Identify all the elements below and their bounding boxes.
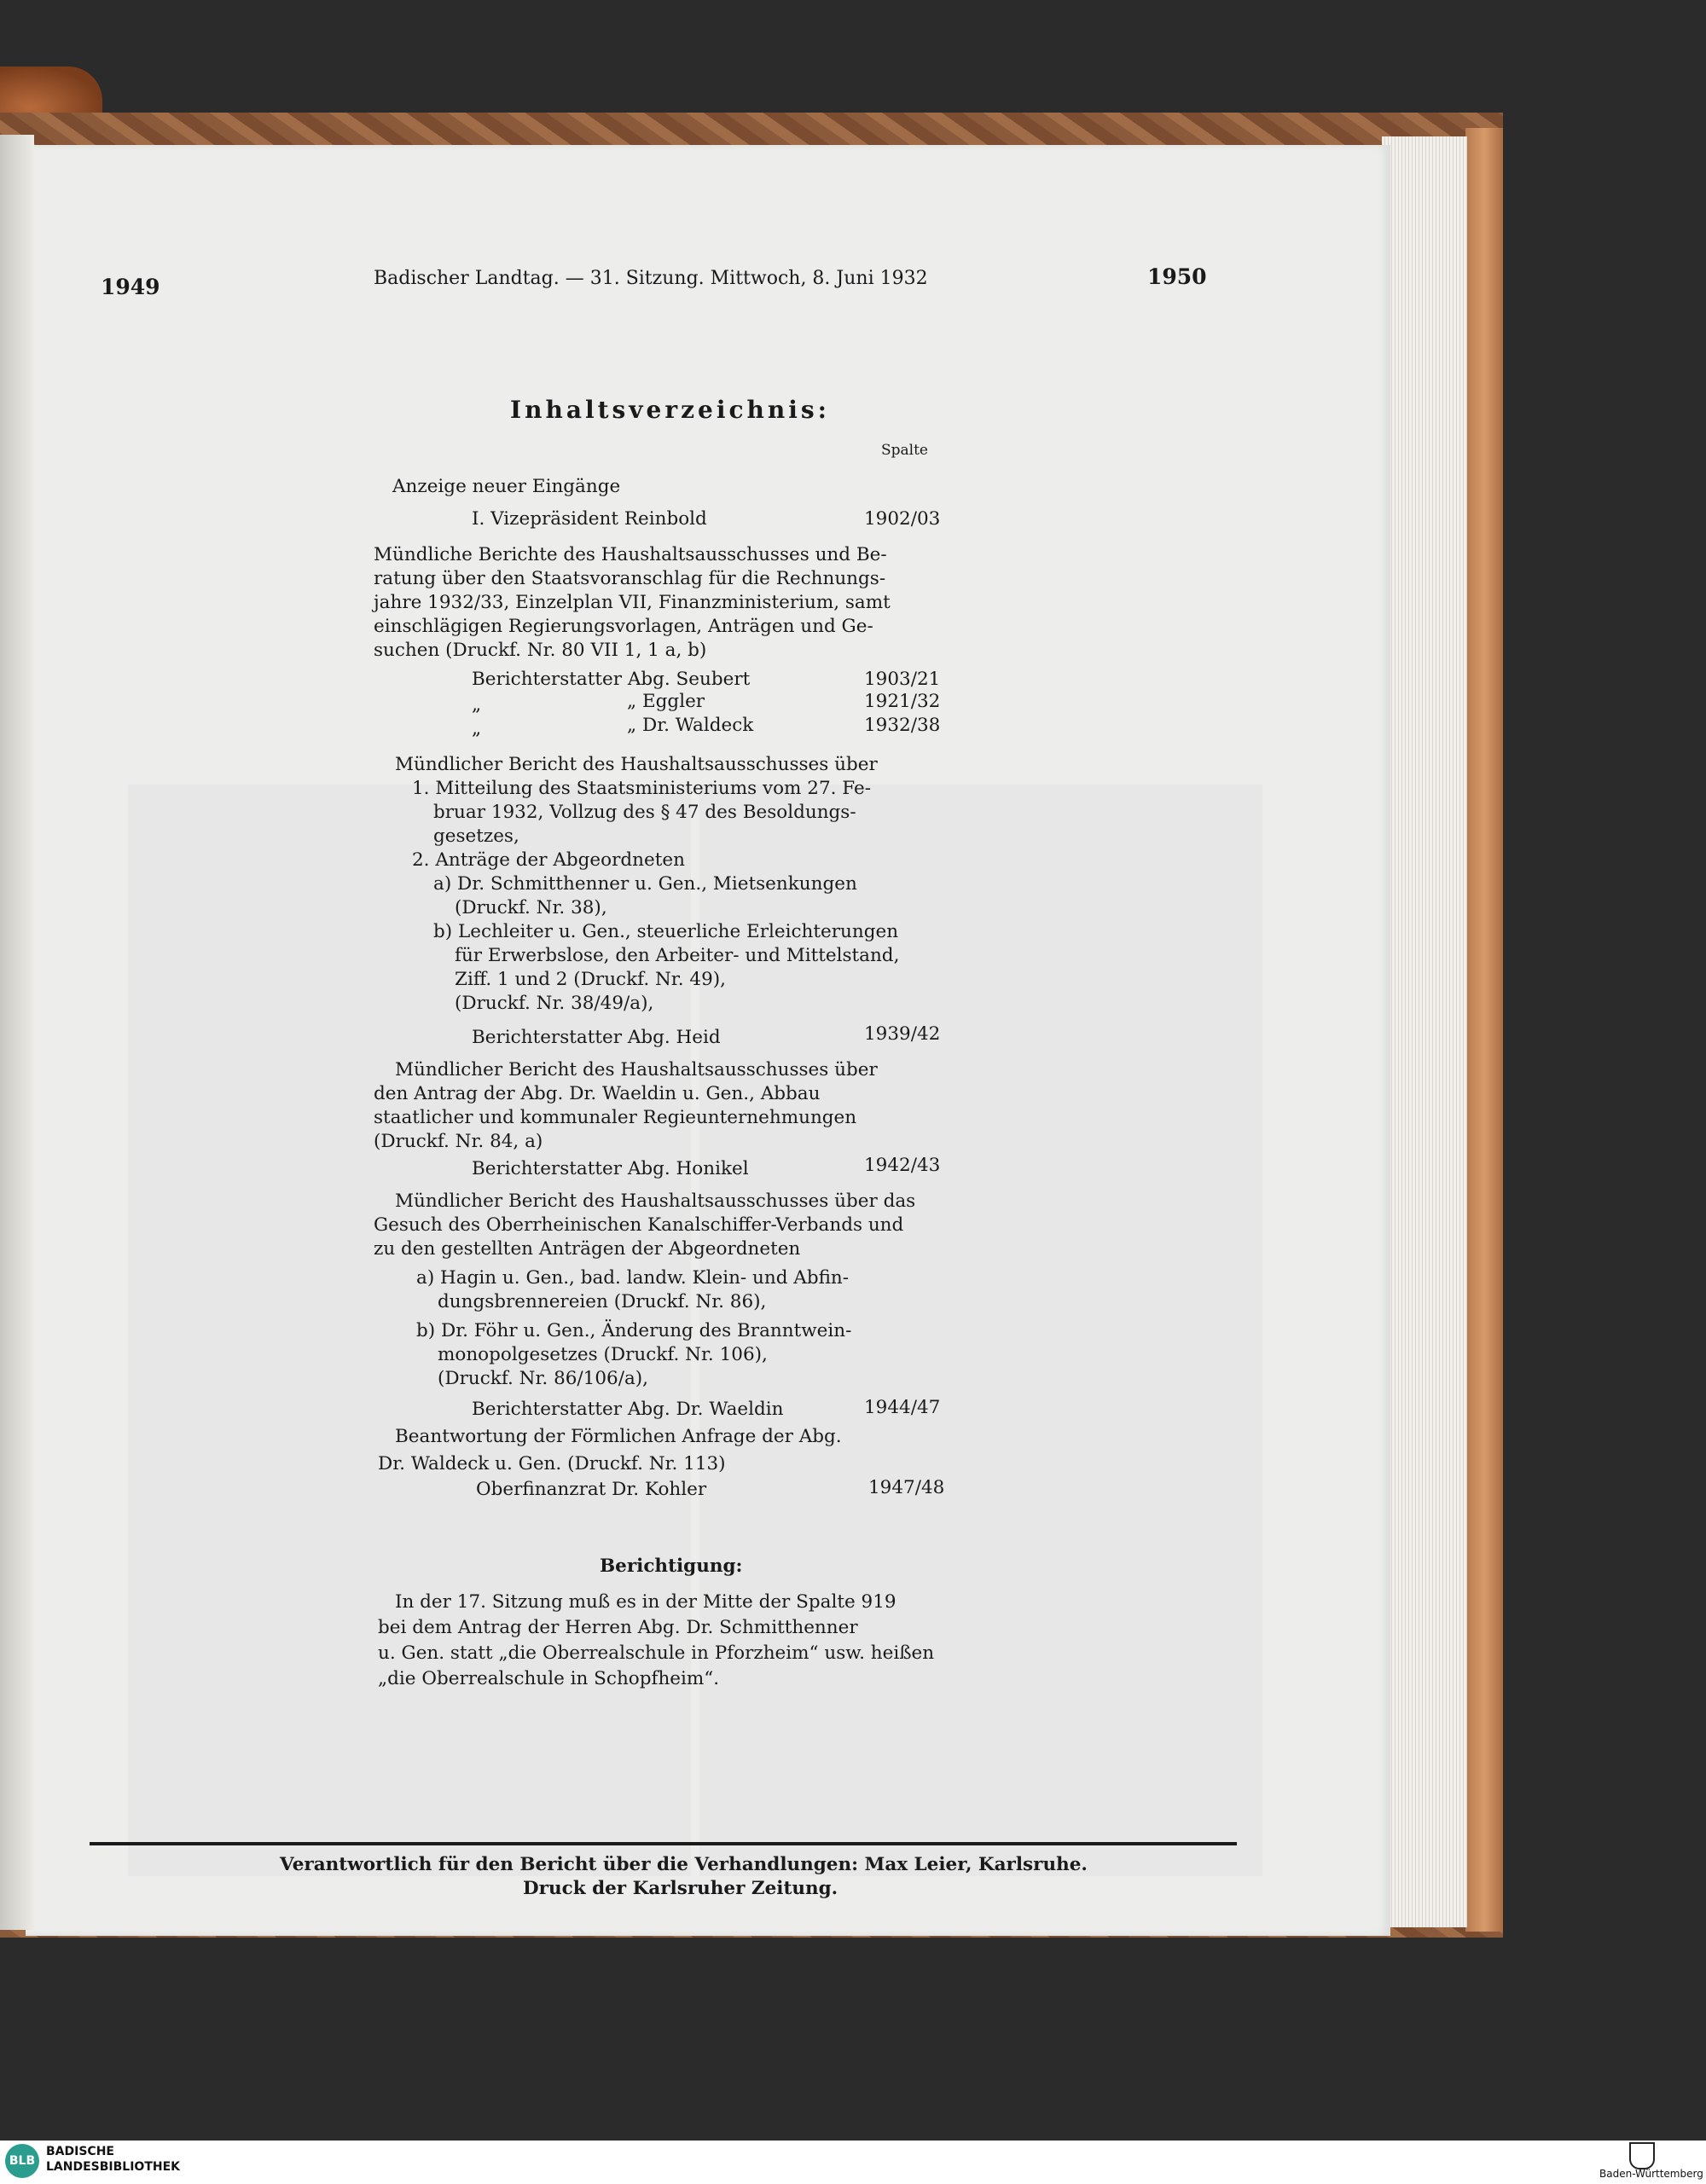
- entry-mitteilung-line3: gesetzes,: [433, 826, 519, 847]
- spine-strip: [0, 135, 34, 1930]
- reporter-waeldin-page: 1944/47: [864, 1397, 941, 1418]
- entry-schmitthenner-druck: (Druckf. Nr. 38),: [455, 897, 607, 918]
- reporter-waeldin: Berichterstatter Abg. Dr. Waeldin: [472, 1399, 784, 1420]
- entry-kanalschiffer-line3: zu den gestellten Anträgen der Abgeordneten: [374, 1238, 801, 1260]
- entry-kanalschiffer-line1: Mündlicher Bericht des Haushaltsausschusses über das: [395, 1190, 916, 1212]
- library-name: [46, 2144, 180, 2175]
- entry-vizepraesident-page: 1902/03: [864, 508, 941, 530]
- entry-abbau-line3: staatlicher und kommunaler Regieunternehmungen: [374, 1107, 857, 1128]
- cover-edge: [1465, 128, 1503, 1932]
- entry-mitteilung-line2: bruar 1932, Vollzug des § 47 des Besoldungs-: [433, 802, 856, 823]
- entry-foehr-line3: (Druckf. Nr. 86/106/a),: [438, 1368, 648, 1389]
- entry-haushalt-line1: Mündliche Berichte des Haushaltsausschusses und Be-: [374, 544, 887, 565]
- footer-bar: [0, 2141, 1706, 2184]
- entry-foehr-line2: monopolgesetzes (Druckf. Nr. 106),: [438, 1344, 768, 1365]
- entry-vizepraesident: I. Vizepräsident Reinbold: [472, 508, 707, 530]
- correction-line4: „die Oberrealschule in Schopfheim“.: [378, 1668, 720, 1689]
- entry-lechleiter-line1: b) Lechleiter u. Gen., steuerliche Erleichterungen: [433, 921, 899, 942]
- entry-haushalt-line5: suchen (Druckf. Nr. 80 VII 1, 1 a, b): [374, 640, 707, 661]
- ditto-mark: „: [472, 718, 482, 739]
- entry-abbau-line1: Mündlicher Bericht des Haushaltsausschusses über: [395, 1059, 878, 1080]
- entry-anfrage-line1: Beantwortung der Förmlichen Anfrage der Abg.: [395, 1426, 842, 1447]
- page-number-left: 1949: [101, 275, 160, 299]
- imprint-responsible: Verantwortlich für den Bericht über die Verhandlungen: Max Leier, Karlsruhe.: [280, 1854, 1088, 1875]
- entry-haushalt-line3: jahre 1932/33, Einzelplan VII, Finanzministerium, samt: [374, 592, 891, 613]
- entry-abbau-line4: (Druckf. Nr. 84, a): [374, 1131, 543, 1152]
- reporter-kohler: Oberfinanzrat Dr. Kohler: [476, 1479, 707, 1500]
- reporter-waldeck: „ Dr. Waldeck: [627, 715, 754, 736]
- reporter-honikel-page: 1942/43: [864, 1155, 941, 1176]
- reporter-heid: Berichterstatter Abg. Heid: [472, 1027, 721, 1048]
- entry-kanalschiffer-line2: Gesuch des Oberrheinischen Kanalschiffer-Verbands und: [374, 1214, 904, 1236]
- reporter-heid-page: 1939/42: [864, 1023, 941, 1045]
- entry-haushalt-line4: einschlägigen Regierungsvorlagen, Anträgen und Ge-: [374, 616, 873, 637]
- reporter-honikel: Berichterstatter Abg. Honikel: [472, 1158, 749, 1179]
- correction-line1: In der 17. Sitzung muß es in der Mitte der Spalte 919: [395, 1591, 897, 1613]
- blb-logo: BLB: [5, 2144, 39, 2178]
- entry-abbau-line2: den Antrag der Abg. Dr. Waeldin u. Gen., Abbau: [374, 1083, 821, 1104]
- imprint-printer: Druck der Karlsruher Zeitung.: [523, 1878, 838, 1899]
- entry-anfrage-line2: Dr. Waldeck u. Gen. (Druckf. Nr. 113): [378, 1453, 726, 1474]
- entry-hagin-line2: dungsbrennereien (Druckf. Nr. 86),: [438, 1291, 767, 1312]
- entry-antraege: 2. Anträge der Abgeordneten: [412, 849, 685, 871]
- entry-schmitthenner: a) Dr. Schmitthenner u. Gen., Mietsenkungen: [433, 873, 857, 895]
- reporter-kohler-page: 1947/48: [868, 1477, 945, 1498]
- library-name-line1: BADISCHE: [46, 2145, 114, 2158]
- column-label: Spalte: [881, 442, 928, 459]
- entry-hagin-line1: a) Hagin u. Gen., bad. landw. Klein- und Abfin-: [416, 1267, 850, 1289]
- entry-haushalt-line2: ratung über den Staatsvoranschlag für die Rechnungs-: [374, 568, 886, 589]
- reporter-seubert-page: 1903/21: [864, 669, 941, 690]
- page-stack: [1382, 136, 1467, 1927]
- entry-lechleiter-line2: für Erwerbslose, den Arbeiter- und Mittelstand,: [455, 945, 900, 966]
- entry-foehr-line1: b) Dr. Föhr u. Gen., Änderung des Branntwein-: [416, 1320, 852, 1341]
- reporter-eggler: „ Eggler: [627, 691, 705, 712]
- ditto-mark: „: [472, 694, 482, 715]
- correction-line2: bei dem Antrag der Herren Abg. Dr. Schmitthenner: [378, 1617, 858, 1638]
- entry-anzeige: Anzeige neuer Eingänge: [392, 476, 621, 497]
- correction-heading: Berichtigung:: [600, 1555, 743, 1577]
- reporter-waldeck-page: 1932/38: [864, 715, 941, 736]
- reporter-seubert: Berichterstatter Abg. Seubert: [472, 669, 751, 690]
- partner-name: Baden-Württemberg: [1599, 2168, 1703, 2180]
- entry-lechleiter-line4: (Druckf. Nr. 38/49/a),: [455, 993, 654, 1014]
- running-header: Badischer Landtag. — 31. Sitzung. Mittwoch, 8. Juni 1932: [374, 268, 928, 289]
- library-name-line2: LANDESBIBLIOTHEK: [46, 2160, 181, 2174]
- entry-bericht-ueber: Mündlicher Bericht des Haushaltsausschusses über: [395, 754, 878, 775]
- contents-heading: Inhaltsverzeichnis:: [510, 396, 830, 424]
- imprint-rule: [90, 1842, 1237, 1845]
- entry-mitteilung-line1: 1. Mitteilung des Staatsministeriums vom 27. Fe-: [412, 778, 872, 799]
- coat-of-arms-icon: [1629, 2142, 1655, 2170]
- correction-line3: u. Gen. statt „die Oberrealschule in Pforzheim“ usw. heißen: [378, 1642, 935, 1664]
- page-number-right: 1950: [1147, 264, 1207, 289]
- reporter-eggler-page: 1921/32: [864, 691, 941, 712]
- entry-lechleiter-line3: Ziff. 1 und 2 (Druckf. Nr. 49),: [455, 969, 726, 990]
